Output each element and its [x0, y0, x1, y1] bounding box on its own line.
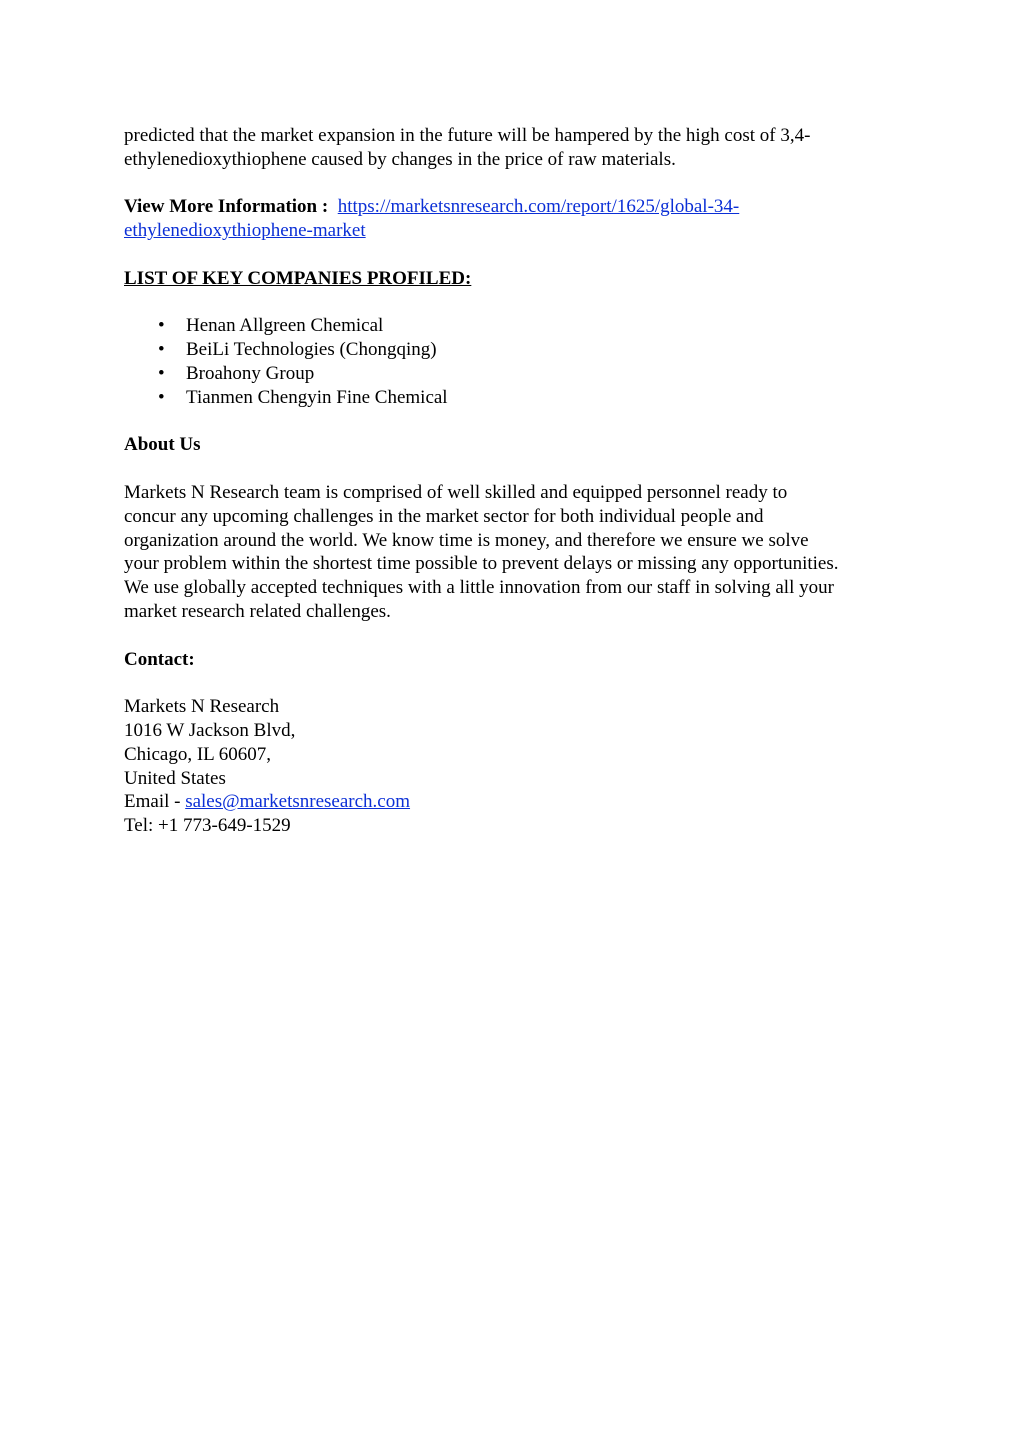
- about-line: your problem within the shortest time possible to prevent delays or missing any opportunities.: [124, 553, 839, 575]
- more-info-line-2: [124, 219, 914, 243]
- contact-email-line: [124, 790, 914, 814]
- about-paragraph: [124, 481, 904, 624]
- contact-company: Markets N Research: [124, 696, 280, 718]
- spacer: [124, 291, 914, 315]
- contact-country: United States: [124, 767, 226, 789]
- email-label: Email -: [124, 791, 186, 813]
- list-item: [124, 362, 914, 386]
- contact-city: Chicago, IL 60607,: [124, 743, 272, 765]
- document-page: [124, 124, 914, 838]
- list-item: [124, 314, 914, 338]
- email-link[interactable]: sales@marketsnresearch.com: [185, 791, 411, 813]
- bullet-icon: •: [158, 362, 165, 384]
- contact-heading: Contact:: [124, 648, 195, 670]
- about-line: concur any upcoming challenges in the market sector for both individual people and: [124, 505, 764, 527]
- report-link-part-1[interactable]: https://marketsnresearch.com/report/1625/global-34-: [337, 196, 740, 218]
- list-item: [124, 386, 914, 410]
- intro-line-1: predicted that the market expansion in the future will be hampered by the high cost of 3,4-: [124, 125, 811, 146]
- spacer: [124, 457, 914, 481]
- contact-street: 1016 W Jackson Blvd,: [124, 719, 296, 741]
- about-line: We use globally accepted techniques with a little innovation from our staff in solving all your: [124, 577, 834, 599]
- more-info-line: [124, 195, 914, 219]
- company-name: BeiLi Technologies (Chongqing): [186, 339, 437, 361]
- spacer: [124, 243, 914, 267]
- company-name: Tianmen Chengyin Fine Chemical: [186, 386, 448, 408]
- bullet-icon: •: [158, 339, 165, 361]
- companies-heading: LIST OF KEY COMPANIES PROFILED:: [124, 267, 472, 289]
- contact-block: [124, 695, 914, 838]
- company-name: Broahony Group: [186, 362, 315, 384]
- contact-tel: Tel: +1 773-649-1529: [124, 815, 291, 837]
- more-info-label: View More Information :: [124, 196, 329, 218]
- spacer: [124, 624, 914, 648]
- bullet-icon: •: [158, 315, 165, 337]
- intro-line-2: ethylenedioxythiophene caused by changes in the price of raw materials.: [124, 148, 676, 170]
- about-line: organization around the world. We know time is money, and therefore we ensure we solve: [124, 529, 809, 551]
- companies-list: [124, 314, 914, 409]
- about-heading: About Us: [124, 434, 201, 456]
- spacer: [124, 671, 914, 695]
- spacer: [124, 410, 914, 434]
- bullet-icon: •: [158, 386, 165, 408]
- spacer: [124, 172, 914, 196]
- about-line: market research related challenges.: [124, 600, 391, 622]
- company-name: Henan Allgreen Chemical: [186, 315, 384, 337]
- report-link-part-2[interactable]: ethylenedioxythiophene-market: [124, 220, 366, 242]
- list-item: [124, 338, 914, 362]
- about-line: Markets N Research team is comprised of well skilled and equipped personnel ready to: [124, 481, 788, 503]
